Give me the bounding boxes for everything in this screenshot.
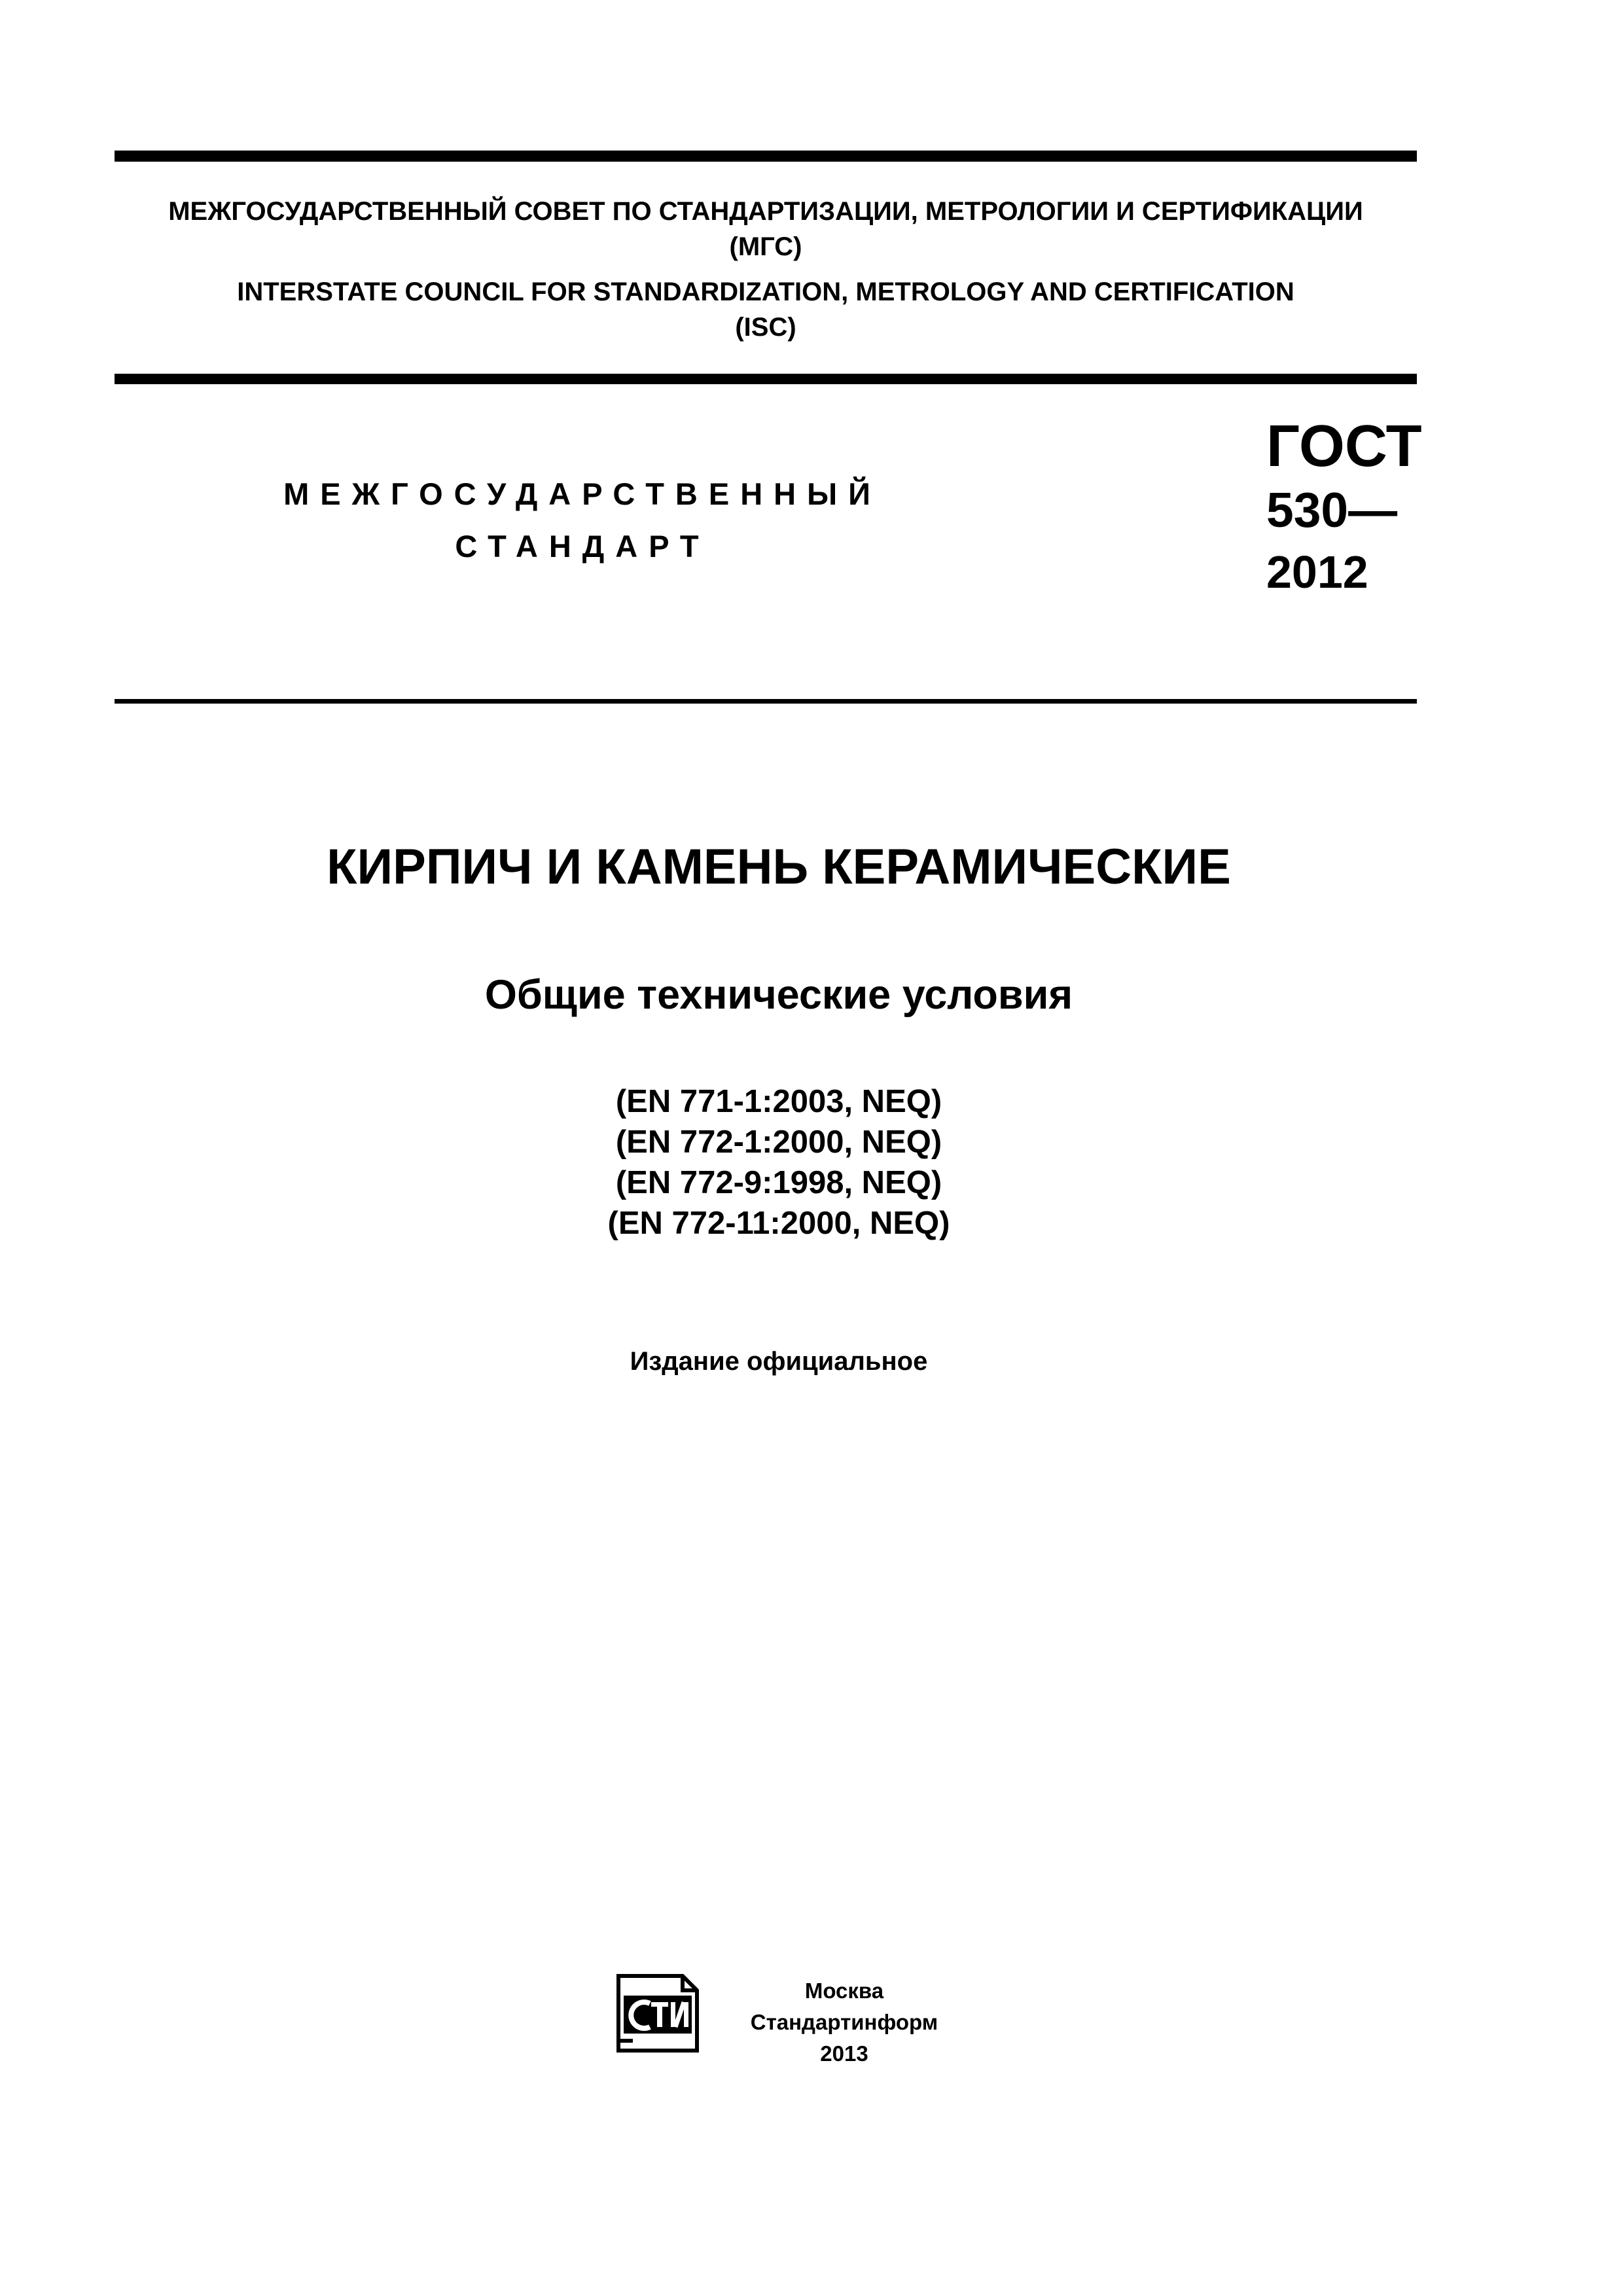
document-title: КИРПИЧ И КАМЕНЬ КЕРАМИЧЕСКИЕ	[327, 839, 1231, 895]
middle-rule	[115, 374, 1417, 384]
council-name-ru: МЕЖГОСУДАРСТВЕННЫЙ СОВЕТ ПО СТАНДАРТИЗАЦИИ, МЕТРОЛОГИИ И СЕРТИФИКАЦИИ	[168, 197, 1363, 226]
gost-year: 2012	[1266, 547, 1368, 598]
council-abbr-en: (ISC)	[735, 313, 796, 342]
publisher-city: Москва	[804, 1979, 884, 2003]
standard-type	[196, 468, 969, 573]
gost-designation	[1266, 414, 1422, 603]
council-name-en: INTERSTATE COUNCIL FOR STANDARDIZATION, METROLOGY AND CERTIFICATION	[237, 278, 1294, 306]
standard-type-line1: МЕЖГОСУДАРСТВЕННЫЙ	[283, 476, 882, 511]
council-abbr-ru: (МГС)	[729, 232, 802, 261]
publisher-block	[720, 1975, 969, 2070]
gost-label: ГОСТ	[1266, 414, 1422, 479]
publisher-year: 2013	[820, 2041, 868, 2066]
bottom-rule	[115, 699, 1417, 704]
reference-item: (EN 772-1:2000, NEQ)	[615, 1124, 942, 1160]
top-rule	[115, 151, 1417, 162]
document-subtitle: Общие технические условия	[484, 972, 1073, 1018]
gost-number: 530—	[1266, 482, 1398, 537]
reference-item: (EN 771-1:2003, NEQ)	[615, 1084, 942, 1119]
standard-type-line2: СТАНДАРТ	[455, 529, 710, 564]
standartinform-logo-icon	[612, 1967, 704, 2057]
edition-note: Издание официальное	[630, 1347, 928, 1376]
publisher-name: Стандартинформ	[750, 2010, 938, 2034]
reference-item: (EN 772-11:2000, NEQ)	[607, 1206, 950, 1241]
reference-item: (EN 772-9:1998, NEQ)	[615, 1165, 942, 1200]
reference-list	[115, 1081, 1443, 1244]
council-header	[115, 194, 1417, 355]
